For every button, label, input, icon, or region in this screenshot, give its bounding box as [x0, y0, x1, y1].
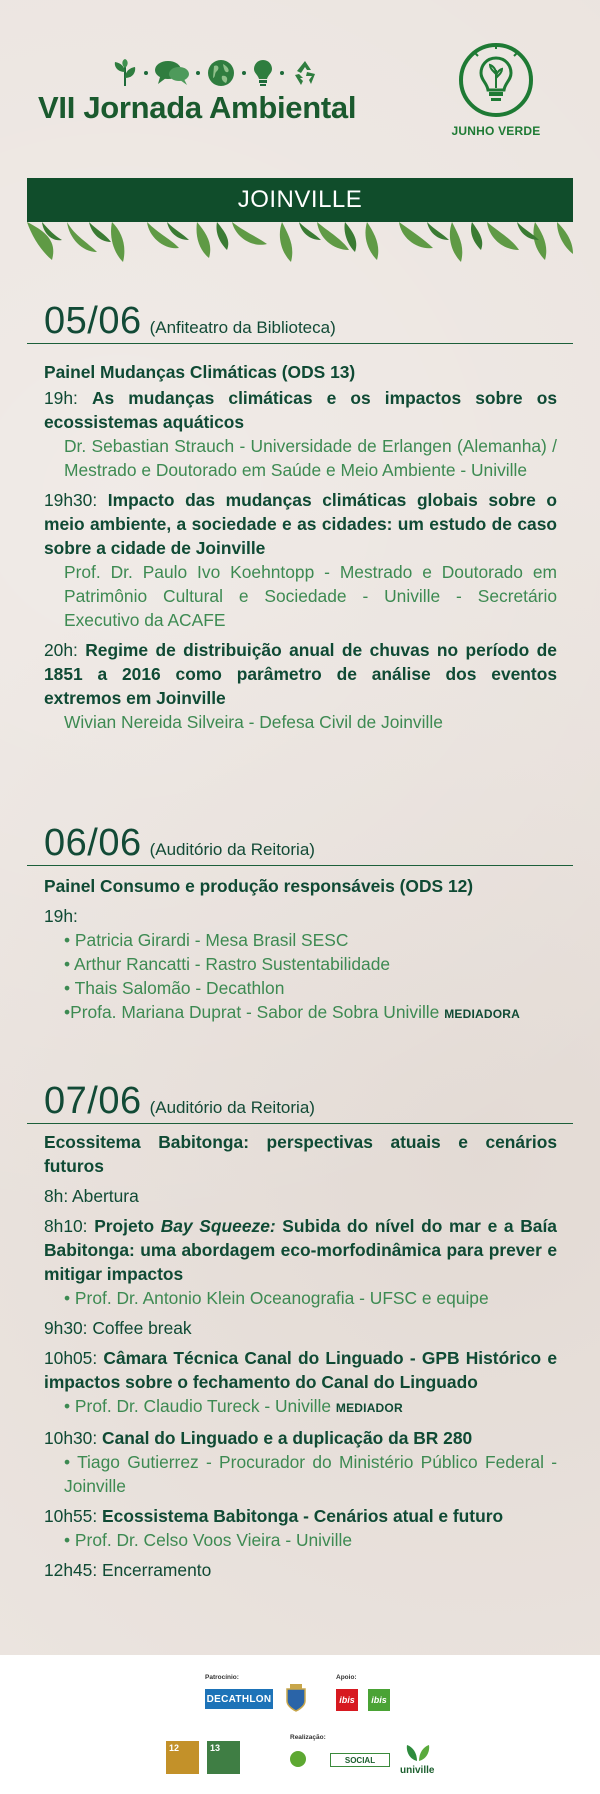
mediator-tag: MEDIADORA [444, 1007, 520, 1021]
day-block-3 [27, 1080, 573, 1582]
leaf-icon [112, 58, 138, 88]
social-committee-logo: SOCIAL [330, 1753, 390, 1767]
day-block-1 [27, 300, 573, 734]
ibis-budget-logo: ibis [368, 1689, 390, 1711]
header-icon-row [112, 56, 320, 90]
speaker: • Prof. Dr. Antonio Klein Oceanografia - UFSC e equipe [64, 1288, 489, 1308]
session: 12h45: Encerramento [44, 1560, 212, 1580]
recycle-icon [290, 58, 320, 88]
lightbulb-icon [252, 58, 274, 88]
day-header [27, 1080, 573, 1124]
realization-label: Realização: [290, 1734, 326, 1741]
leaf-garland-decoration [27, 222, 573, 264]
city-banner: JOINVILLE [27, 178, 573, 222]
sdg-12-logo: 12 [166, 1741, 199, 1774]
panel-title: Painel Consumo e produção responsáveis (ODS 12) [44, 876, 474, 896]
session: 10h30: Canal do Linguado e a duplicação da BR 280 [44, 1428, 473, 1448]
speaker: Prof. Dr. Paulo Ivo Koehntopp - Mestrado e Doutorado em Patrimônio Cultural e Sociedade - Univille - Secretário Executivo da ACAFE [64, 562, 557, 630]
junho-verde-label: JUNHO VERDE [451, 124, 541, 138]
sdg-13-logo: 13 [207, 1741, 240, 1774]
header [0, 0, 600, 170]
day-header [27, 300, 573, 344]
day-date: 06/06 [44, 822, 142, 864]
univille-leaves-icon [405, 1743, 431, 1763]
globe-icon [206, 58, 236, 88]
day-header [27, 822, 573, 866]
session: 19h: As mudanças climáticas e os impactos sobre os ecossistemas aquáticos [44, 388, 557, 432]
session: 10h05: Câmara Técnica Canal do Linguado - GPB Histórico e impactos sobre o fechamento do Canal do Linguado [44, 1348, 557, 1392]
sponsor-label: Patrocínio: [205, 1674, 239, 1681]
bulb-leaf-icon [456, 40, 536, 120]
speaker: • Prof. Dr. Claudio Tureck - Univille MEDIADOR [64, 1396, 403, 1416]
session: 9h30: Coffee break [44, 1318, 192, 1338]
day-block-2 [27, 822, 573, 1026]
event-title: VII Jornada Ambiental [38, 90, 357, 125]
session: 19h30: Impacto das mudanças climáticas globais sobre o meio ambiente, a sociedade e as cidades: um estudo de caso sobre a cidade de Joinville [44, 490, 557, 558]
day-venue: (Anfiteatro da Biblioteca) [149, 318, 336, 337]
municipal-coat-of-arms-icon [284, 1683, 308, 1713]
ibis-logo: ibis [336, 1689, 358, 1711]
day-date: 07/06 [44, 1080, 142, 1122]
speaker: • Prof. Dr. Celso Voos Vieira - Univille [64, 1530, 352, 1550]
session-time: 19h: [44, 906, 78, 926]
panel-title: Painel Mudanças Climáticas (ODS 13) [44, 362, 356, 382]
session: 8h10: Projeto Bay Squeeze: Subida do nível do mar e a Baía Babitonga: uma abordagem eco-morfodinâmica para prever e mitigar impactos [44, 1216, 557, 1284]
session: 8h: Abertura [44, 1186, 139, 1206]
session: 20h: Regime de distribuição anual de chuvas no período de 1851 a 2016 como parâmetro de análise dos eventos extremos em Joinville [44, 640, 557, 708]
list-item: • Patricia Girardi - Mesa Brasil SESC [64, 930, 349, 950]
day-venue: (Auditório da Reitoria) [149, 840, 315, 859]
sponsors-footer [0, 1655, 600, 1794]
speaker: Dr. Sebastian Strauch - Universidade de Erlangen (Alemanha) / Mestrado e Doutorado em Saúde e Meio Ambiente - Univille [64, 436, 557, 480]
speaker: Wivian Nereida Silveira - Defesa Civil de Joinville [64, 712, 443, 732]
list-item: • Arthur Rancatti - Rastro Sustentabilidade [64, 954, 391, 974]
day-date: 05/06 [44, 300, 142, 342]
mediator-tag: MEDIADOR [335, 1401, 403, 1415]
comite-univille-verde-icon [288, 1749, 308, 1769]
day-venue: (Auditório da Reitoria) [149, 1098, 315, 1117]
panel-title: Ecossitema Babitonga: perspectivas atuais e cenários futuros [44, 1132, 557, 1176]
chat-bubbles-icon [154, 59, 190, 87]
session: 10h55: Ecossistema Babitonga - Cenários atual e futuro [44, 1506, 504, 1526]
support-label: Apoio: [336, 1674, 357, 1681]
univille-logo-text: univille [400, 1765, 435, 1776]
decathlon-logo: DECATHLON [205, 1689, 273, 1709]
junho-verde-badge [446, 40, 546, 138]
list-item: •Profa. Mariana Duprat - Sabor de Sobra Univille MEDIADORA [64, 1002, 520, 1022]
speaker: • Tiago Gutierrez - Procurador do Ministério Público Federal - Joinville [64, 1452, 557, 1496]
list-item: • Thais Salomão - Decathlon [64, 978, 285, 998]
